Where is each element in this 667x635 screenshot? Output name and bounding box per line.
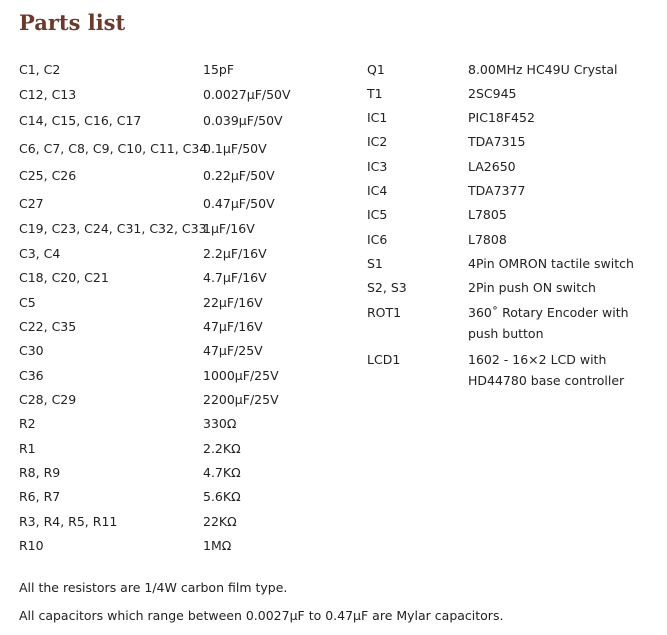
ref-cell: C6, C7, C8, C9, C10, C11, C34 — [19, 141, 208, 156]
value-cell: 0.22µF/50V — [203, 168, 275, 183]
ref-cell: R10 — [19, 538, 44, 553]
ref-cell: C28, C29 — [19, 392, 77, 407]
ref-cell: R8, R9 — [19, 465, 61, 480]
ref-cell: C3, C4 — [19, 246, 61, 261]
ref-cell: R2 — [19, 416, 36, 431]
ref-cell: C12, C13 — [19, 87, 77, 102]
value-cell: 4.7KΩ — [203, 465, 241, 480]
value-cell: 8.00MHz HC49U Crystal — [468, 62, 618, 77]
value-cell: 2200µF/25V — [203, 392, 279, 407]
value-cell: 1MΩ — [203, 538, 232, 553]
ref-cell: C19, C23, C24, C31, C32, C33 — [19, 221, 207, 236]
ref-cell: IC4 — [367, 183, 388, 198]
value-cell: 2.2µF/16V — [203, 246, 267, 261]
capacitor-note: All capacitors which range between 0.0027µF to 0.47µF are Mylar capacitors. — [19, 608, 504, 623]
value-cell: 2SC945 — [468, 86, 517, 101]
value-cell: L7808 — [468, 232, 507, 247]
value-cell: 22KΩ — [203, 514, 237, 529]
ref-cell: R1 — [19, 441, 36, 456]
value-cell: 15pF — [203, 62, 235, 77]
ref-cell: IC3 — [367, 159, 388, 174]
ref-cell: R3, R4, R5, R11 — [19, 514, 118, 529]
ref-cell: C25, C26 — [19, 168, 77, 183]
value-cell: 47µF/16V — [203, 319, 263, 334]
ref-cell: LCD1 — [367, 352, 401, 367]
value-cell: 360˚ Rotary Encoder with push button — [468, 305, 629, 341]
ref-cell: C36 — [19, 368, 44, 383]
value-cell: L7805 — [468, 207, 507, 222]
ref-cell: R6, R7 — [19, 489, 61, 504]
ref-cell: C1, C2 — [19, 62, 61, 77]
value-cell: 0.47µF/50V — [203, 196, 275, 211]
ref-cell: C5 — [19, 295, 36, 310]
value-cell: TDA7315 — [468, 134, 526, 149]
value-cell: 2Pin push ON switch — [468, 280, 596, 295]
value-cell: 1000µF/25V — [203, 368, 279, 383]
value-cell: 5.6KΩ — [203, 489, 241, 504]
ref-cell: Q1 — [367, 62, 385, 77]
ref-cell: ROT1 — [367, 305, 402, 320]
value-cell: 330Ω — [203, 416, 237, 431]
ref-cell: C27 — [19, 196, 44, 211]
ref-cell: IC6 — [367, 232, 388, 247]
value-cell: 22µF/16V — [203, 295, 263, 310]
value-cell: TDA7377 — [468, 183, 526, 198]
ref-cell: IC1 — [367, 110, 388, 125]
resistor-note: All the resistors are 1/4W carbon film type. — [19, 580, 288, 595]
value-cell: LA2650 — [468, 159, 516, 174]
ref-cell: S2, S3 — [367, 280, 407, 295]
value-cell: 2.2KΩ — [203, 441, 241, 456]
ref-cell: IC2 — [367, 134, 388, 149]
ref-cell: C18, C20, C21 — [19, 270, 109, 285]
ref-cell: C22, C35 — [19, 319, 77, 334]
ref-cell: S1 — [367, 256, 383, 271]
value-cell: 1µF/16V — [203, 221, 255, 236]
value-cell: PIC18F452 — [468, 110, 535, 125]
value-cell: 0.0027µF/50V — [203, 87, 291, 102]
value-cell: 1602 - 16×2 LCD with HD44780 base controller — [468, 352, 625, 388]
value-cell: 0.039µF/50V — [203, 113, 283, 128]
ref-cell: C14, C15, C16, C17 — [19, 113, 142, 128]
value-cell: 0.1µF/50V — [203, 141, 267, 156]
ref-cell: T1 — [367, 86, 383, 101]
value-cell: 4Pin OMRON tactile switch — [468, 256, 634, 271]
ref-cell: IC5 — [367, 207, 388, 222]
value-cell: 4.7µF/16V — [203, 270, 267, 285]
value-cell: 47µF/25V — [203, 343, 263, 358]
ref-cell: C30 — [19, 343, 44, 358]
page-title: Parts list — [19, 10, 126, 35]
